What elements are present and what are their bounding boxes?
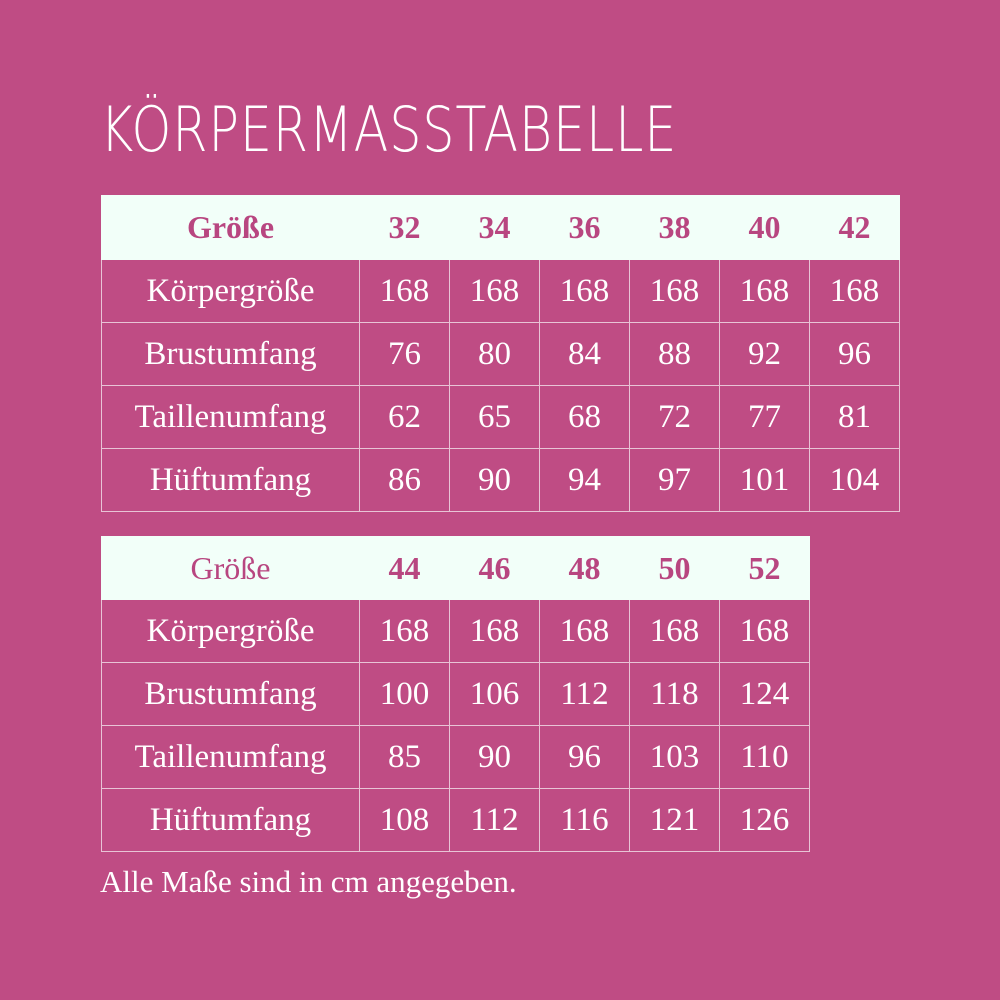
page-title: KÖRPERMASSTABELLE [100, 93, 678, 166]
size-header: 40 [720, 196, 810, 260]
header-label: Größe [102, 196, 360, 260]
table-cell: 68 [540, 386, 630, 449]
size-header: 32 [360, 196, 450, 260]
table-row [102, 323, 900, 386]
size-table-1 [101, 195, 900, 512]
size-header: 50 [630, 537, 720, 600]
table-cell: 168 [630, 600, 720, 663]
table-row [102, 386, 900, 449]
row-label: Brustumfang [102, 323, 360, 386]
table-row [102, 260, 900, 323]
table-cell: 168 [810, 260, 900, 323]
table-cell: 92 [720, 323, 810, 386]
table-cell: 116 [540, 789, 630, 852]
table-cell: 168 [360, 260, 450, 323]
table-cell: 81 [810, 386, 900, 449]
table-cell: 85 [360, 726, 450, 789]
table-cell: 96 [540, 726, 630, 789]
table-cell: 106 [450, 663, 540, 726]
table-row [102, 600, 810, 663]
table-cell: 94 [540, 449, 630, 512]
table-cell: 126 [720, 789, 810, 852]
table-cell: 86 [360, 449, 450, 512]
table-row [102, 449, 900, 512]
table-cell: 62 [360, 386, 450, 449]
table-cell: 168 [540, 260, 630, 323]
table-cell: 76 [360, 323, 450, 386]
table-cell: 110 [720, 726, 810, 789]
table-cell: 103 [630, 726, 720, 789]
table-cell: 168 [450, 260, 540, 323]
size-header: 48 [540, 537, 630, 600]
table-cell: 90 [450, 726, 540, 789]
size-header: 38 [630, 196, 720, 260]
size-header: 36 [540, 196, 630, 260]
table-cell: 112 [540, 663, 630, 726]
table-cell: 112 [450, 789, 540, 852]
table-row [102, 663, 810, 726]
size-table-2 [101, 536, 810, 852]
table-cell: 168 [630, 260, 720, 323]
footnote: Alle Maße sind in cm angegeben. [100, 864, 517, 899]
table-cell: 104 [810, 449, 900, 512]
table-cell: 90 [450, 449, 540, 512]
table-cell: 65 [450, 386, 540, 449]
table-cell: 168 [450, 600, 540, 663]
table-cell: 97 [630, 449, 720, 512]
row-label: Taillenumfang [102, 386, 360, 449]
table-cell: 100 [360, 663, 450, 726]
table-cell: 101 [720, 449, 810, 512]
table-cell: 168 [720, 600, 810, 663]
row-label: Körpergröße [102, 260, 360, 323]
table-header-row [102, 196, 900, 260]
table-cell: 168 [540, 600, 630, 663]
table-cell: 72 [630, 386, 720, 449]
row-label: Körpergröße [102, 600, 360, 663]
size-header: 46 [450, 537, 540, 600]
table-cell: 96 [810, 323, 900, 386]
table-cell: 108 [360, 789, 450, 852]
size-header: 44 [360, 537, 450, 600]
table-cell: 80 [450, 323, 540, 386]
row-label: Taillenumfang [102, 726, 360, 789]
size-header: 52 [720, 537, 810, 600]
table-cell: 124 [720, 663, 810, 726]
table-cell: 118 [630, 663, 720, 726]
header-label: Größe [102, 537, 360, 600]
table-cell: 84 [540, 323, 630, 386]
size-header: 42 [810, 196, 900, 260]
table-cell: 77 [720, 386, 810, 449]
table-cell: 168 [720, 260, 810, 323]
size-header: 34 [450, 196, 540, 260]
row-label: Hüftumfang [102, 449, 360, 512]
table-header-row [102, 537, 810, 600]
row-label: Hüftumfang [102, 789, 360, 852]
table-cell: 88 [630, 323, 720, 386]
table-cell: 121 [630, 789, 720, 852]
row-label: Brustumfang [102, 663, 360, 726]
table-cell: 168 [360, 600, 450, 663]
table-row [102, 726, 810, 789]
table-row [102, 789, 810, 852]
